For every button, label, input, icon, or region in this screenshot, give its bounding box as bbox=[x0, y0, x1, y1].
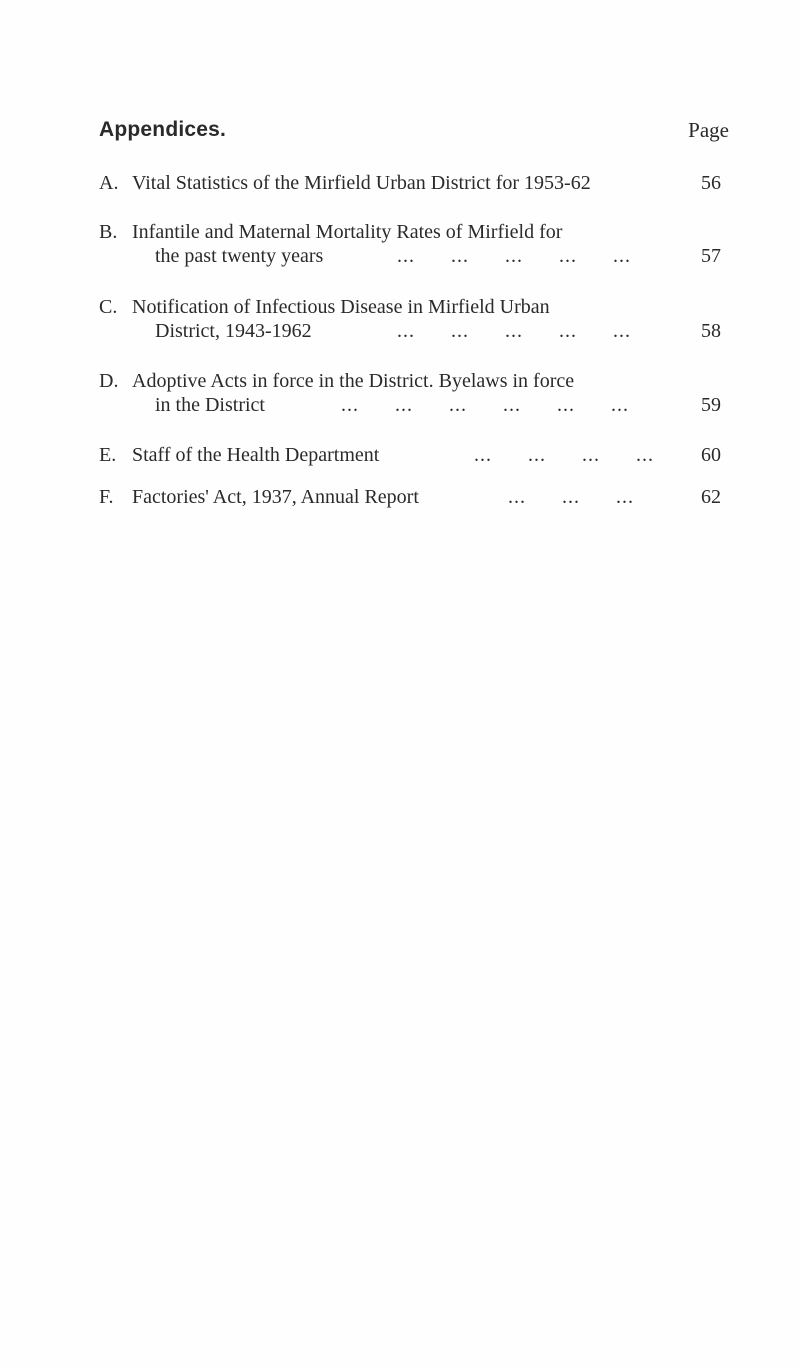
entry-letter: B. bbox=[99, 221, 118, 243]
page-column-heading: Page bbox=[688, 118, 729, 142]
leader-dots: ... ... ... ... ... bbox=[397, 320, 631, 342]
entry-page-number: 57 bbox=[701, 245, 721, 267]
appendices-header bbox=[99, 118, 729, 154]
leader-dots: ... ... ... ... ... ... bbox=[341, 394, 629, 416]
entry-title-continued: District, 1943-1962 bbox=[155, 320, 312, 342]
entry-page-number: 59 bbox=[701, 394, 721, 416]
entry-title: Staff of the Health Department bbox=[132, 444, 380, 466]
entry-letter: D. bbox=[99, 370, 119, 392]
leader-dots: ... ... ... ... ... bbox=[397, 245, 631, 267]
entry-title-continued: in the District bbox=[155, 394, 265, 416]
entry-letter: A. bbox=[99, 172, 119, 194]
entry-page-number: 56 bbox=[701, 172, 721, 194]
leader-dots: ... ... ... ... bbox=[474, 444, 654, 466]
entry-title: Infantile and Maternal Mortality Rates of Mirfield for bbox=[132, 221, 563, 243]
entry-letter: C. bbox=[99, 296, 118, 318]
entry-title: Notification of Infectious Disease in Mirfield Urban bbox=[132, 296, 550, 318]
entry-page-number: 58 bbox=[701, 320, 721, 342]
entry-page-number: 62 bbox=[701, 486, 721, 508]
entry-title: Adoptive Acts in force in the District. Byelaws in force bbox=[132, 370, 575, 392]
entry-letter: F. bbox=[99, 486, 114, 508]
leader-dots: ... ... ... bbox=[508, 486, 634, 508]
entry-page-number: 60 bbox=[701, 444, 721, 466]
entry-title: Factories' Act, 1937, Annual Report bbox=[132, 486, 419, 508]
entry-title: Vital Statistics of the Mirfield Urban District for 1953-62 bbox=[132, 172, 591, 194]
entry-letter: E. bbox=[99, 444, 117, 466]
appendices-heading: Appendices. bbox=[99, 118, 227, 141]
entry-title-continued: the past twenty years bbox=[155, 245, 324, 267]
